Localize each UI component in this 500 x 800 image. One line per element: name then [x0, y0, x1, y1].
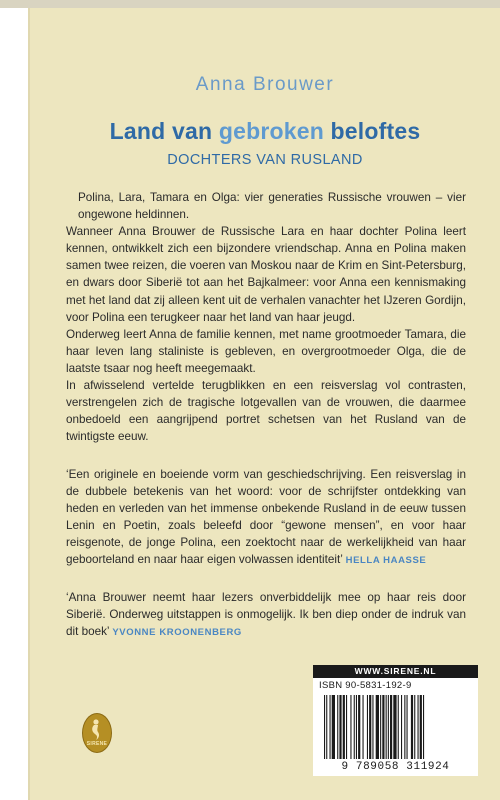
- blurb-paragraph: Wanneer Anna Brouwer de Russische Lara en haar dochter Polina leert kennen, ontwikkelt zich een bijzondere vriendschap. Anna en Polina maken samen twee reizen, die voeren van Moskou naar de Krim en Sint-Petersburg, en dwars door Siberië tot aan het Bajkalmeer: voor Anna een kennismaking met het land dat zij alleen kent uit de verhalen vanachter het IJzeren Gordijn, voor Polina een terugkeer naar het land van haar jeugd.: [66, 225, 466, 324]
- blurb-paragraph: In afwisselend vertelde terugblikken en een reisverslag vol contrasten, verstrengelen zich de tragische lotgevallen van de vrouwen, die daarmee onbedoeld een aangrijpend portret schetsen van het Rusland van de twintigste eeuw.: [66, 379, 466, 444]
- blurb-paragraph: Onderweg leert Anna de familie kennen, met name grootmoeder Tamara, die haar leven lang staliniste is gebleven, en overgrootmoeder Olga, die de laatste tsaar nog heeft meegemaakt.: [66, 327, 466, 375]
- quote-source: HELLA HAASSE: [345, 555, 427, 567]
- title-highlight: gebroken: [218, 118, 324, 144]
- publisher-logo: [82, 713, 112, 753]
- top-edge: [0, 0, 500, 8]
- publisher-url: WWW.SIRENE.NL: [313, 665, 478, 678]
- review-quote: [66, 589, 466, 641]
- book-title: [30, 118, 500, 145]
- review-quote: [66, 466, 466, 570]
- book-subtitle: DOCHTERS VAN RUSLAND: [167, 152, 363, 168]
- publisher-logo-text: SIRENE: [86, 741, 108, 747]
- barcode-bars: [324, 695, 467, 759]
- title-part-1: Land van: [109, 118, 219, 144]
- author-name: Anna Brouwer: [195, 74, 335, 95]
- barcode-panel: [313, 665, 478, 776]
- title-part-2: beloftes: [323, 118, 421, 144]
- quote-text: ‘Een originele en boeiende vorm van geschiedschrijving. Een reisverslag in de dubbele betekenis van het woord: voor de schrijfster ontdekking van heden en verleden van het immense onbekende Rusland in de eeuw tussen Lenin en Poetin, zoals beleefd door “gewone mensen”, en voor haar reisgenote, de jonge Polina, een zoektocht naar de werkelijkheid van haar geboorteland en naar haar eigen volwassen identiteit’: [66, 468, 466, 567]
- blurb-paragraph: Polina, Lara, Tamara en Olga: vier generaties Russische vrouwen – vier ongewone heldinnen.: [78, 191, 466, 222]
- siren-icon: [89, 718, 103, 742]
- quote-source: YVONNE KROONENBERG: [112, 627, 242, 639]
- blurb: [66, 189, 466, 445]
- isbn-label: ISBN 90-5831-192-9: [319, 680, 412, 691]
- back-cover: [30, 8, 500, 800]
- barcode-number: 9 789058 311924: [341, 761, 450, 773]
- quote-text: ‘Anna Brouwer neemt haar lezers onverbiddelijk mee op haar reis door Siberië. Onderweg uitstappen is onmogelijk. Ik ben diep onder de indruk van dit boek’: [66, 591, 466, 639]
